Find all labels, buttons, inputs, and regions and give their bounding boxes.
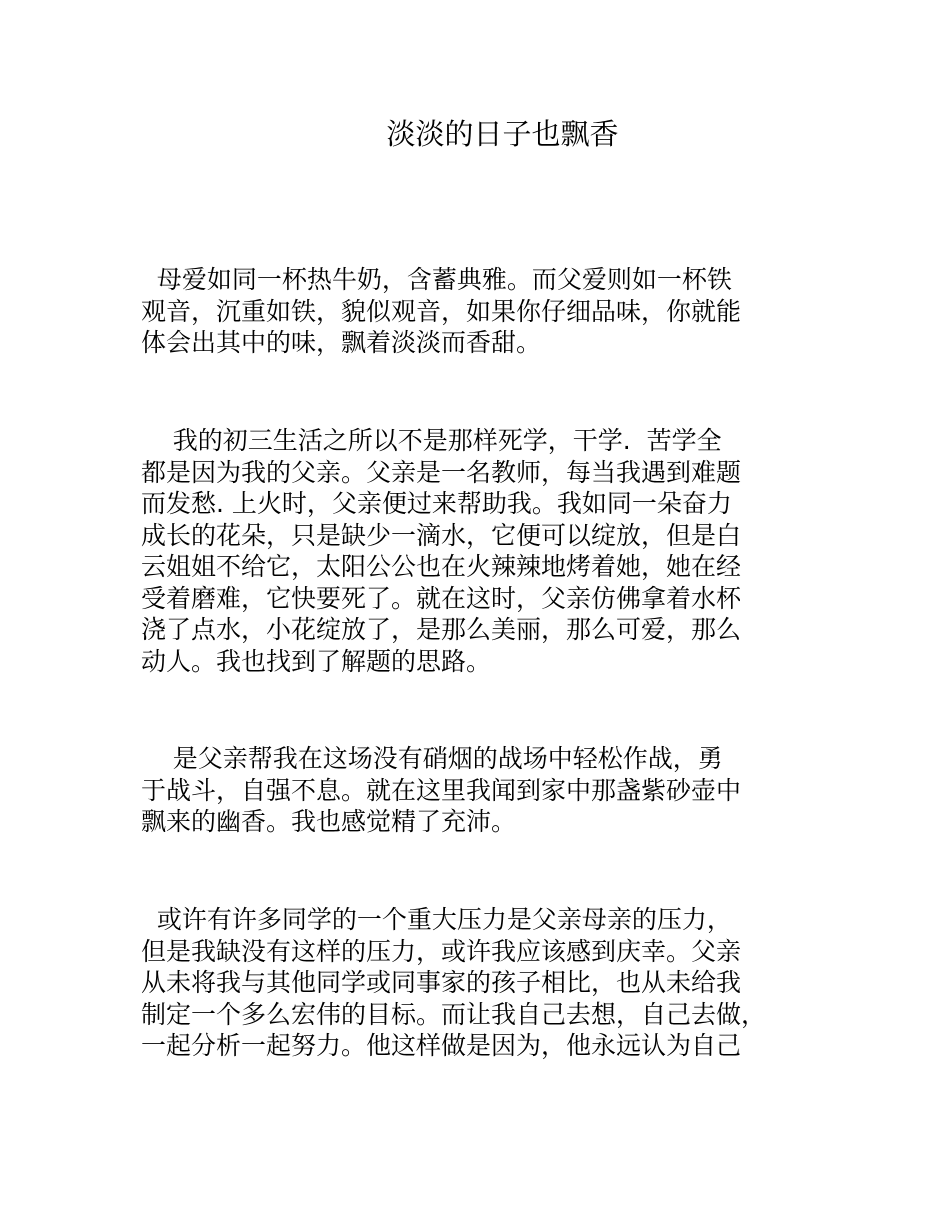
paragraph-line: 都是因为我的父亲。父亲是一名教师，每当我遇到难题 bbox=[141, 457, 742, 487]
paragraph-line: 一起分析一起努力。他这样做是因为，他永远认为自己 bbox=[141, 1031, 742, 1060]
paragraph-line: 或许有许多同学的一个重大压力是父亲母亲的压力， bbox=[141, 905, 732, 934]
paragraph-line: 成长的花朵，只是缺少一滴水，它便可以绽放，但是白 bbox=[141, 520, 742, 550]
paragraph-line: 观音，沉重如铁，貌似观音，如果你仔细品味，你就能 bbox=[141, 296, 742, 326]
paragraph-line: 我的初三生活之所以不是那样死学，干学. 苦学全 bbox=[141, 426, 722, 455]
paragraph-3 bbox=[141, 743, 841, 838]
paragraph-line: 于战斗，自强不息。就在这里我闻到家中那盏紫砂壶中 bbox=[141, 775, 742, 805]
paragraph-line: 浇了点水，小花绽放了，是那么美丽，那么可爱，那么 bbox=[141, 615, 742, 644]
paragraph-line: 飘来的幽香。我也感觉精了充沛。 bbox=[141, 807, 517, 836]
paragraph-line: 从未将我与其他同学或同事家的孩子相比，也从未给我 bbox=[141, 968, 742, 997]
document-title: 淡淡的日子也飘香 bbox=[386, 117, 619, 151]
paragraph-1 bbox=[141, 264, 841, 359]
paragraph-line: 母爱如同一杯热牛奶，含蓄典雅。而父爱则如一杯铁 bbox=[141, 265, 732, 294]
paragraph-line: 是父亲帮我在这场没有硝烟的战场中轻松作战，勇 bbox=[141, 744, 723, 773]
paragraph-4 bbox=[141, 904, 841, 1062]
paragraph-line: 制定一个多么宏伟的目标。而让我自己去想，自己去做， bbox=[141, 999, 767, 1029]
paragraph-line: 而发愁. 上火时，父亲便过来帮助我。我如同一朵奋力 bbox=[141, 489, 732, 518]
paragraph-line: 云姐姐不给它，太阳公公也在火辣辣地烤着她，她在经 bbox=[141, 552, 742, 581]
paragraph-line: 受着磨难，它快要死了。就在这时，父亲仿佛拿着水杯 bbox=[141, 583, 742, 613]
paragraph-line: 但是我缺没有这样的压力，或许我应该感到庆幸。父亲 bbox=[141, 936, 742, 966]
paragraph-2 bbox=[141, 425, 841, 677]
paragraph-line: 体会出其中的味，飘着淡淡而香甜。 bbox=[141, 328, 542, 357]
paragraph-line: 动人。我也找到了解题的思路。 bbox=[141, 646, 492, 676]
